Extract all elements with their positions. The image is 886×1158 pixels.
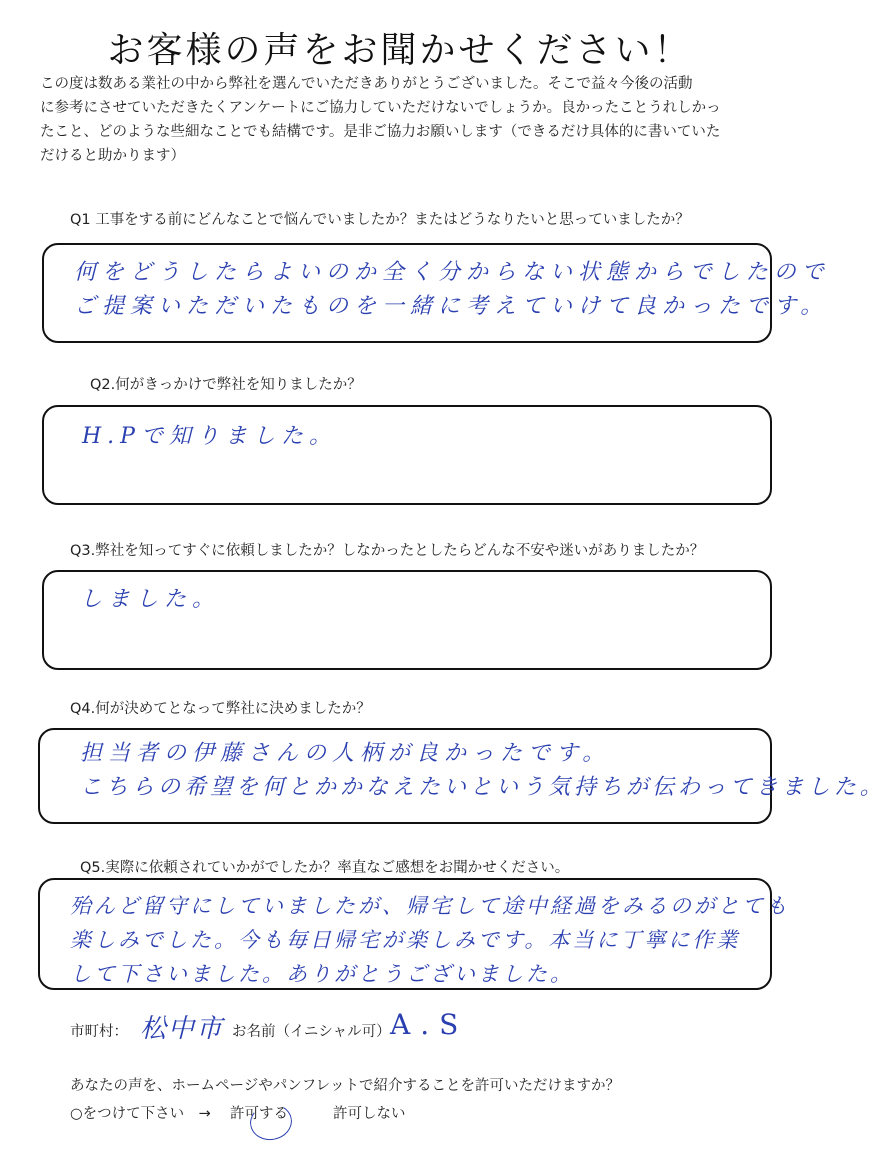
question-1-label: Q1 工事をする前にどんなことで悩んでいましたか？またはどうなりたいと思っていましたか？ (70, 212, 690, 228)
permission-instruction: ○をつけて下さい → (70, 1106, 211, 1122)
answer-4-line-1: 担当者の伊藤さんの人柄が良かったです。 (80, 741, 611, 766)
question-4-label: Q4.何が決めてとなって弊社に決めましたか？ (70, 701, 371, 717)
name-label: お名前（イニシャル可） (232, 1024, 391, 1040)
intro-line: に参考にさせていただきたくアンケートにご協力していただけないでしょうか。良かったことうれしかっ (40, 100, 721, 116)
answer-5-line-2: 楽しみでした。今も毎日帰宅が楽しみです。本当に丁寧に作業 (70, 928, 741, 952)
option-allow[interactable]: 許可する (230, 1106, 288, 1122)
question-5-label: Q5.実際に依頼されていかがでしたか？率直なご感想をお聞かせください。 (80, 860, 570, 876)
answer-2-line-1: H.Pで知りました。 (82, 424, 337, 449)
answer-5-line-1: 殆んど留守にしていましたが、帰宅して途中経過をみるのがとても (70, 894, 790, 918)
city-label: 市町村： (70, 1024, 128, 1040)
intro-line: この度は数ある業社の中から弊社を選んでいただきありがとうございました。そこで益々今後の活動 (40, 76, 693, 92)
answer-5-line-3: して下さいました。ありがとうございました。 (70, 962, 574, 986)
page-title: お客様の声をお聞かせください！ (107, 30, 693, 71)
question-2-label: Q2.何がきっかけで弊社を知りましたか？ (90, 377, 362, 393)
answer-1-line-2: ご提案いただいたものを一緒に考えていけて良かったです。 (74, 294, 829, 319)
intro-line: たこと、どのような些細なことでも結構です。是非ご協力お願いします（できるだけ具体的に書いていた (40, 124, 721, 140)
answer-box-5[interactable] (38, 878, 790, 990)
intro-text (40, 72, 740, 168)
answer-3-line-1: しました。 (80, 587, 221, 612)
intro-line: だけると助かります） (40, 148, 185, 164)
answer-box-2[interactable] (42, 405, 772, 505)
option-deny[interactable]: 許可しない (333, 1106, 406, 1122)
permission-question: あなたの声を、ホームページやパンフレットで紹介することを許可いただけますか？ (70, 1078, 620, 1094)
answer-1-line-1: 何をどうしたらよいのか全く分からない状態からでしたので (74, 260, 830, 285)
question-3-label: Q3.弊社を知ってすぐに依頼しましたか？しなかったとしたらどんな不安や迷いがありましたか？ (70, 543, 705, 559)
answer-box-3[interactable] (42, 570, 772, 670)
answer-box-4[interactable] (38, 728, 886, 824)
city-value[interactable]: 松中市 (140, 1014, 225, 1044)
name-value[interactable]: A.S (390, 1008, 469, 1041)
answer-box-1[interactable] (42, 243, 830, 343)
answer-4-line-2: こちらの希望を何とかかなえたいという気持ちが伝わってきました。 (80, 775, 886, 800)
